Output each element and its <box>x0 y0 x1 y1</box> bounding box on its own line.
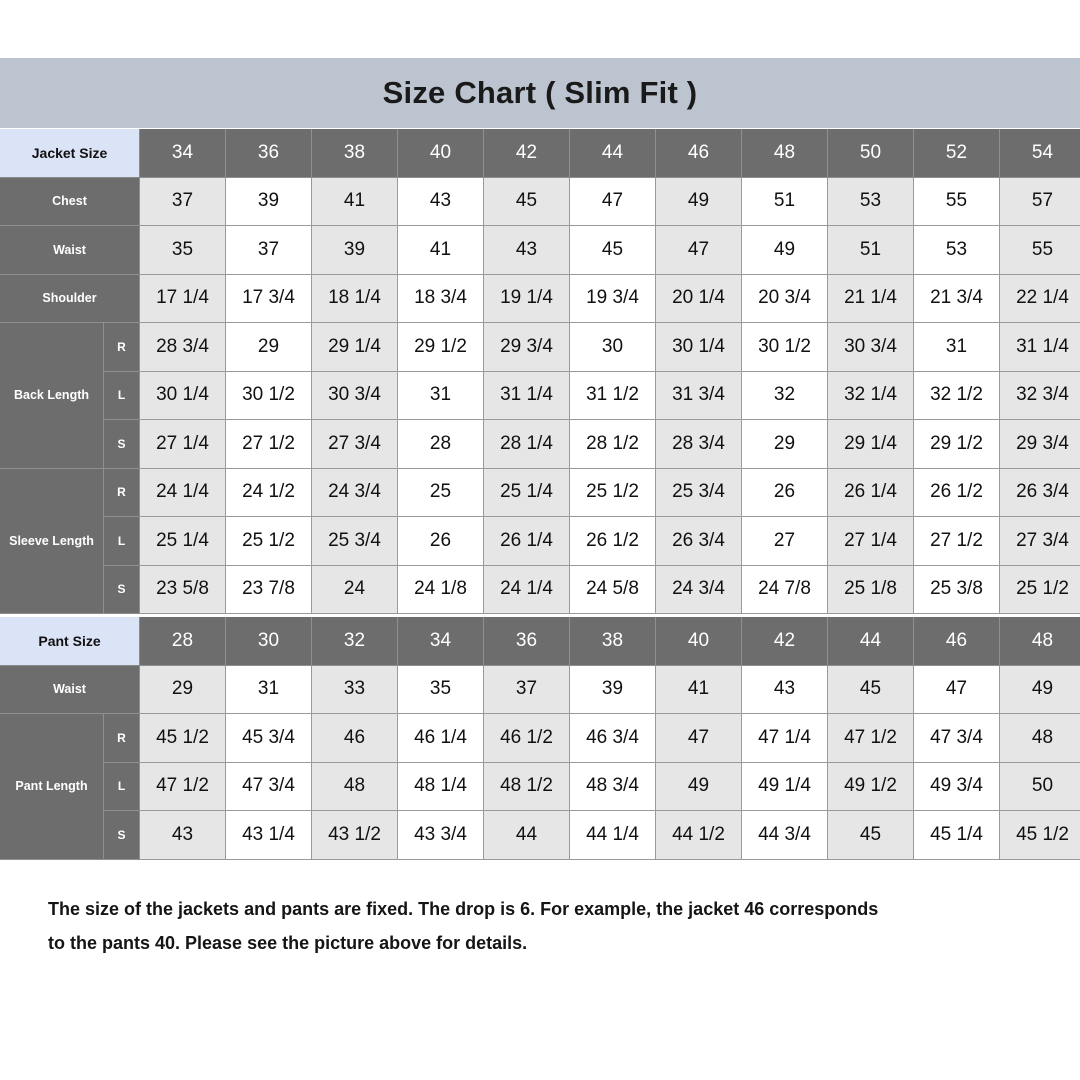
pant-size-header-label: Pant Size <box>0 617 140 666</box>
jacket-cell: 24 5/8 <box>570 566 656 615</box>
pant-cell: 46 <box>312 714 398 763</box>
jacket-cell: 25 1/4 <box>140 517 226 566</box>
jacket-cell: 24 1/4 <box>484 566 570 615</box>
jacket-size-36: 36 <box>226 129 312 178</box>
jacket-row-label-sleeve-length: Sleeve Length <box>0 469 104 615</box>
jacket-cell: 26 3/4 <box>656 517 742 566</box>
chart-title-bar <box>0 58 1080 128</box>
jacket-row-label-chest: Chest <box>0 178 140 227</box>
pant-cell: 29 <box>140 666 226 715</box>
jacket-cell: 31 <box>398 372 484 421</box>
jacket-cell: 27 1/4 <box>140 420 226 469</box>
pant-row-tag-pant-length-l: L <box>104 763 140 812</box>
pant-size-36: 36 <box>484 617 570 666</box>
jacket-cell: 24 1/2 <box>226 469 312 518</box>
pant-row-label-waist: Waist <box>0 666 140 715</box>
jacket-cell: 30 3/4 <box>312 372 398 421</box>
jacket-cell: 25 3/4 <box>656 469 742 518</box>
jacket-cell: 45 <box>484 178 570 227</box>
jacket-cell: 31 <box>914 323 1000 372</box>
jacket-cell: 29 3/4 <box>1000 420 1080 469</box>
jacket-cell: 25 1/8 <box>828 566 914 615</box>
pant-cell: 47 1/2 <box>140 763 226 812</box>
jacket-size-48: 48 <box>742 129 828 178</box>
jacket-cell: 29 3/4 <box>484 323 570 372</box>
jacket-cell: 43 <box>484 226 570 275</box>
jacket-cell: 25 3/4 <box>312 517 398 566</box>
pant-cell: 46 1/4 <box>398 714 484 763</box>
jacket-cell: 28 <box>398 420 484 469</box>
jacket-cell: 30 1/4 <box>656 323 742 372</box>
jacket-cell: 24 <box>312 566 398 615</box>
jacket-cell: 26 <box>742 469 828 518</box>
jacket-row-tag-sleeve-length-r: R <box>104 469 140 518</box>
jacket-row-label-waist: Waist <box>0 226 140 275</box>
jacket-cell: 27 3/4 <box>1000 517 1080 566</box>
pant-cell: 44 <box>484 811 570 860</box>
pant-cell: 45 <box>828 811 914 860</box>
jacket-cell: 25 1/4 <box>484 469 570 518</box>
jacket-cell: 45 <box>570 226 656 275</box>
pant-cell: 37 <box>484 666 570 715</box>
jacket-cell: 26 <box>398 517 484 566</box>
jacket-cell: 51 <box>742 178 828 227</box>
pant-cell: 46 1/2 <box>484 714 570 763</box>
pant-cell: 31 <box>226 666 312 715</box>
jacket-cell: 18 3/4 <box>398 275 484 324</box>
pant-size-46: 46 <box>914 617 1000 666</box>
jacket-cell: 29 1/4 <box>312 323 398 372</box>
jacket-row-tag-sleeve-length-s: S <box>104 566 140 615</box>
jacket-cell: 28 3/4 <box>656 420 742 469</box>
jacket-cell: 23 5/8 <box>140 566 226 615</box>
size-note-line-1: The size of the jackets and pants are fixed. The drop is 6. For example, the jacket 46 corresponds <box>48 899 879 919</box>
pant-cell: 39 <box>570 666 656 715</box>
jacket-size-54: 54 <box>1000 129 1080 178</box>
jacket-cell: 24 1/4 <box>140 469 226 518</box>
jacket-cell: 35 <box>140 226 226 275</box>
pant-cell: 49 <box>1000 666 1080 715</box>
pant-cell: 43 3/4 <box>398 811 484 860</box>
pant-cell: 47 3/4 <box>914 714 1000 763</box>
pant-size-34: 34 <box>398 617 484 666</box>
pant-cell: 48 1/2 <box>484 763 570 812</box>
jacket-cell: 27 1/2 <box>226 420 312 469</box>
pant-size-32: 32 <box>312 617 398 666</box>
jacket-row-tag-back-length-r: R <box>104 323 140 372</box>
jacket-cell: 39 <box>312 226 398 275</box>
jacket-cell: 26 1/2 <box>570 517 656 566</box>
chart-title: Size Chart ( Slim Fit ) <box>382 75 698 110</box>
pant-cell: 49 <box>656 763 742 812</box>
pant-cell: 49 3/4 <box>914 763 1000 812</box>
jacket-cell: 32 1/4 <box>828 372 914 421</box>
jacket-cell: 29 1/2 <box>914 420 1000 469</box>
jacket-cell: 29 <box>226 323 312 372</box>
pant-cell: 41 <box>656 666 742 715</box>
jacket-cell: 25 1/2 <box>226 517 312 566</box>
jacket-cell: 18 1/4 <box>312 275 398 324</box>
jacket-cell: 30 1/4 <box>140 372 226 421</box>
jacket-cell: 21 3/4 <box>914 275 1000 324</box>
jacket-cell: 55 <box>1000 226 1080 275</box>
jacket-cell: 25 3/8 <box>914 566 1000 615</box>
jacket-size-50: 50 <box>828 129 914 178</box>
pant-row-tag-pant-length-s: S <box>104 811 140 860</box>
jacket-size-38: 38 <box>312 129 398 178</box>
jacket-cell: 26 1/4 <box>484 517 570 566</box>
jacket-cell: 29 <box>742 420 828 469</box>
pant-cell: 47 3/4 <box>226 763 312 812</box>
pant-size-38: 38 <box>570 617 656 666</box>
jacket-cell: 30 <box>570 323 656 372</box>
pant-cell: 45 1/2 <box>1000 811 1080 860</box>
jacket-cell: 31 1/4 <box>484 372 570 421</box>
jacket-cell: 24 1/8 <box>398 566 484 615</box>
pant-cell: 45 1/2 <box>140 714 226 763</box>
pant-cell: 48 3/4 <box>570 763 656 812</box>
pant-cell: 44 1/4 <box>570 811 656 860</box>
jacket-cell: 30 1/2 <box>742 323 828 372</box>
pant-size-40: 40 <box>656 617 742 666</box>
jacket-row-tag-back-length-s: S <box>104 420 140 469</box>
jacket-cell: 27 1/2 <box>914 517 1000 566</box>
jacket-cell: 24 3/4 <box>312 469 398 518</box>
pant-cell: 49 1/4 <box>742 763 828 812</box>
jacket-row-tag-back-length-l: L <box>104 372 140 421</box>
jacket-size-header-label: Jacket Size <box>0 129 140 178</box>
jacket-cell: 55 <box>914 178 1000 227</box>
jacket-cell: 32 3/4 <box>1000 372 1080 421</box>
jacket-cell: 41 <box>398 226 484 275</box>
jacket-cell: 28 1/2 <box>570 420 656 469</box>
jacket-cell: 31 1/2 <box>570 372 656 421</box>
jacket-cell: 22 1/4 <box>1000 275 1080 324</box>
pant-cell: 43 1/4 <box>226 811 312 860</box>
pant-size-28: 28 <box>140 617 226 666</box>
pant-cell: 45 <box>828 666 914 715</box>
pant-cell: 43 1/2 <box>312 811 398 860</box>
jacket-cell: 29 1/2 <box>398 323 484 372</box>
pant-row-tag-pant-length-r: R <box>104 714 140 763</box>
jacket-cell: 24 7/8 <box>742 566 828 615</box>
pant-cell: 33 <box>312 666 398 715</box>
jacket-cell: 41 <box>312 178 398 227</box>
jacket-cell: 19 3/4 <box>570 275 656 324</box>
size-note <box>48 892 1058 960</box>
jacket-row-label-back-length: Back Length <box>0 323 104 469</box>
jacket-cell: 21 1/4 <box>828 275 914 324</box>
jacket-cell: 39 <box>226 178 312 227</box>
jacket-cell: 26 3/4 <box>1000 469 1080 518</box>
jacket-cell: 26 1/4 <box>828 469 914 518</box>
jacket-cell: 27 <box>742 517 828 566</box>
jacket-cell: 29 1/4 <box>828 420 914 469</box>
jacket-cell: 26 1/2 <box>914 469 1000 518</box>
jacket-size-52: 52 <box>914 129 1000 178</box>
pant-size-30: 30 <box>226 617 312 666</box>
jacket-cell: 17 1/4 <box>140 275 226 324</box>
pant-cell: 43 <box>140 811 226 860</box>
pant-cell: 45 3/4 <box>226 714 312 763</box>
jacket-cell: 19 1/4 <box>484 275 570 324</box>
jacket-cell: 25 1/2 <box>570 469 656 518</box>
jacket-cell: 49 <box>656 178 742 227</box>
pant-cell: 47 1/4 <box>742 714 828 763</box>
jacket-cell: 25 <box>398 469 484 518</box>
jacket-cell: 47 <box>570 178 656 227</box>
jacket-cell: 17 3/4 <box>226 275 312 324</box>
jacket-cell: 49 <box>742 226 828 275</box>
size-note-line-2: to the pants 40. Please see the picture above for details. <box>48 933 528 953</box>
pant-cell: 50 <box>1000 763 1080 812</box>
jacket-cell: 53 <box>914 226 1000 275</box>
jacket-size-42: 42 <box>484 129 570 178</box>
jacket-cell: 37 <box>226 226 312 275</box>
jacket-cell: 23 7/8 <box>226 566 312 615</box>
jacket-cell: 24 3/4 <box>656 566 742 615</box>
jacket-cell: 31 1/4 <box>1000 323 1080 372</box>
pant-cell: 48 <box>312 763 398 812</box>
jacket-size-34: 34 <box>140 129 226 178</box>
jacket-cell: 32 1/2 <box>914 372 1000 421</box>
pant-cell: 47 <box>914 666 1000 715</box>
jacket-cell: 37 <box>140 178 226 227</box>
pant-cell: 44 3/4 <box>742 811 828 860</box>
jacket-cell: 51 <box>828 226 914 275</box>
pant-row-label-pant-length: Pant Length <box>0 714 104 860</box>
pant-cell: 48 1/4 <box>398 763 484 812</box>
jacket-cell: 25 1/2 <box>1000 566 1080 615</box>
jacket-size-46: 46 <box>656 129 742 178</box>
pant-cell: 47 <box>656 714 742 763</box>
jacket-cell: 31 3/4 <box>656 372 742 421</box>
jacket-cell: 28 1/4 <box>484 420 570 469</box>
jacket-cell: 20 1/4 <box>656 275 742 324</box>
pant-size-42: 42 <box>742 617 828 666</box>
jacket-cell: 53 <box>828 178 914 227</box>
jacket-cell: 47 <box>656 226 742 275</box>
jacket-cell: 30 3/4 <box>828 323 914 372</box>
jacket-cell: 28 3/4 <box>140 323 226 372</box>
pant-cell: 48 <box>1000 714 1080 763</box>
pant-cell: 46 3/4 <box>570 714 656 763</box>
jacket-cell: 57 <box>1000 178 1080 227</box>
jacket-cell: 20 3/4 <box>742 275 828 324</box>
pant-cell: 45 1/4 <box>914 811 1000 860</box>
jacket-row-tag-sleeve-length-l: L <box>104 517 140 566</box>
pant-cell: 35 <box>398 666 484 715</box>
jacket-cell: 32 <box>742 372 828 421</box>
jacket-cell: 43 <box>398 178 484 227</box>
jacket-row-label-shoulder: Shoulder <box>0 275 140 324</box>
pant-size-48: 48 <box>1000 617 1080 666</box>
jacket-cell: 30 1/2 <box>226 372 312 421</box>
pant-size-44: 44 <box>828 617 914 666</box>
jacket-size-44: 44 <box>570 129 656 178</box>
pant-cell: 47 1/2 <box>828 714 914 763</box>
jacket-cell: 27 1/4 <box>828 517 914 566</box>
pant-cell: 44 1/2 <box>656 811 742 860</box>
jacket-cell: 27 3/4 <box>312 420 398 469</box>
jacket-size-40: 40 <box>398 129 484 178</box>
pant-cell: 43 <box>742 666 828 715</box>
pant-cell: 49 1/2 <box>828 763 914 812</box>
